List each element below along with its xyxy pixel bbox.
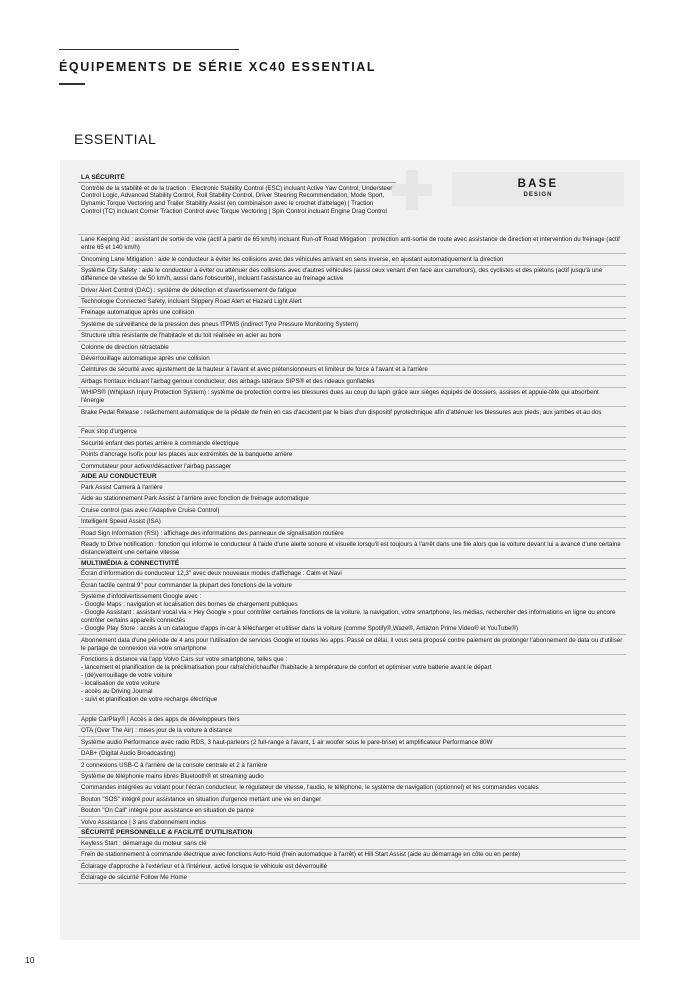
category-header-personnelle: SÉCURITÉ PERSONNELLE & FACILITÉ D'UTILISATION bbox=[78, 828, 626, 838]
list-item: Système audio Performance avec radio RDS, 3 haut-parleurs (2 full-range à l'avant, 1 air woofer sous le pare-brise) et amplificateur Performance 80W bbox=[78, 737, 626, 748]
list-item: Écran d'information du conducteur 12,3" avec deux nouveaux modes d'affichage : Calm et Navi bbox=[78, 569, 626, 580]
list-item: Colonne de direction rétractable bbox=[78, 342, 626, 353]
list-item: Airbags frontaux incluant l'airbag genoux conducteur, des airbags latéraux SIPS® et des rideaux gonflables bbox=[78, 376, 626, 387]
list-item: Éclairage de sécurité Follow Me Home bbox=[78, 873, 626, 884]
list-item: Feux stop d'urgence bbox=[78, 427, 626, 438]
section-title: ESSENTIAL bbox=[74, 131, 157, 147]
category-header-multimedia: MULTIMÉDIA & CONNECTIVITÉ bbox=[78, 559, 626, 569]
equipment-list bbox=[78, 173, 626, 884]
list-item: Éclairage d'approche à l'extérieur et à l'intérieur, activé lorsque le véhicule est déverrouillé bbox=[78, 861, 626, 872]
base-subtitle: DESIGN bbox=[523, 192, 553, 198]
list-item: Écran tactile central 9" pour commander la plupart des fonctions de la voiture bbox=[78, 580, 626, 591]
list-item: Lane Keeping Aid : assistant de sortie de voie (actif à partir de 65 km/h) incluant Run-off Road Mitigation : protection anti-sortie de route avec assistance de direction et intervention du freinage (actif entre 65 et 140 km/h) bbox=[78, 235, 626, 255]
base-title: BASE bbox=[517, 178, 559, 190]
list-item: Bouton "On Call" intégré pour assistance en situation de panne bbox=[78, 806, 626, 817]
list-item: Intelligent Speed Assist (ISA) bbox=[78, 517, 626, 528]
category-header-aide: AIDE AU CONDUCTEUR bbox=[78, 472, 626, 482]
list-item: Structure ultra résistante de l'habitacle et du toit réalisée en acier au bore bbox=[78, 331, 626, 342]
list-item: Oncoming Lane Mitigation : aide le conducteur à éviter les collisions avec des véhicules arrivant en sens inverse, en ajustant automatiquement la direction bbox=[78, 254, 626, 265]
page-number: 10 bbox=[25, 955, 35, 965]
list-item: Brake Pedal Release : relâchement automatique de la pédale de frein en cas d'accident par le biais d'un dispositif pyrotechnique afin d'atténuer les blessures aux pieds, aux jambes et au dos bbox=[78, 407, 626, 427]
list-item: Ceintures de sécurité avec ajustement de la hauteur à l'avant et avec prétensionneurs et limiteur de force à l'avant et à l'arrière bbox=[78, 365, 626, 376]
list-item: Apple CarPlay® | Accès à des apps de développeurs tiers bbox=[78, 715, 626, 726]
list-item: Points d'ancrage Isofix pour les places aux extrémités de la banquette arrière bbox=[78, 450, 626, 461]
list-item: Freinage automatique après une collision bbox=[78, 308, 626, 319]
first-block bbox=[78, 173, 396, 235]
list-item: Volvo Assistance | 3 ans d'abonnement inclus bbox=[78, 817, 626, 828]
list-item: DAB+ (Digital Audio Broadcasting) bbox=[78, 749, 626, 760]
top-rule bbox=[59, 49, 239, 50]
page-title: ÉQUIPEMENTS DE SÉRIE XC40 ESSENTIAL bbox=[59, 60, 377, 74]
list-item: Commandes intégrées au volant pour l'écran conducteur, le régulateur de vitesse, l'audio, le téléphone, le système de navigation (optionnel) et les commandes vocales bbox=[78, 783, 626, 794]
list-item: Abonnement data d'une période de 4 ans pour l'utilisation de services Google et toutes les apps. Passé ce délai, il vous sera proposé contre paiement de prolonger l'abonnement de data ou d'utiliser le partage de connexion via votre smartphone bbox=[78, 635, 626, 655]
list-item: Keyless Start : démarrage du moteur sans clé bbox=[78, 838, 626, 849]
list-item: WHIPS® (Whiplash Injury Protection System) : système de protection contre les blessures dues au coup du lapin grâce aux sièges équipés de dossiers, assises et appuie-tête qui absorbent l'énergie bbox=[78, 388, 626, 408]
list-item: Système d'infodivertissement Google avec : - Google Maps : navigation et localisation des bornes de chargement publiques - Google Assistant : assistant vocal via « Hey Google » pour contrôler certaines fonctions de la voiture, la navigation, votre smartphone, les médias, rechercher des informations en ligne ou encore contrôler certains appareils connectés - Google Play Store : accès à un catalogue d'apps in-car à télécharger et utiliser dans la voiture (comme Spotify®,Waze®, Amazon Prime Video® et YouTube®) bbox=[78, 592, 626, 636]
list-item: Système de téléphonie mains libres Bluetooth® et streaming audio bbox=[78, 772, 626, 783]
list-item: Ready to Drive notification : fonction qui informe le conducteur à l'aide d'une alerte sonore et visuelle lorsqu'il est toujours à l'arrêt dans une file alors que la voiture devant lui a avancé d'une certaine distance/atteint une certaine vitesse bbox=[78, 539, 626, 559]
list-item: Aide au stationnement Park Assist à l'arrière avec fonction de freinage automatique bbox=[78, 494, 626, 505]
list-item: Système de surveillance de la pression des pneus ITPMS (indirect Tyre Pressure Monitoring System) bbox=[78, 319, 626, 330]
title-rule bbox=[59, 83, 85, 85]
list-item: Bouton "SOS" intégré pour assistance en situation d'urgence mettant une vie en danger bbox=[78, 794, 626, 805]
list-item: Cruise control (pas avec l'Adaptive Cruise Control) bbox=[78, 505, 626, 516]
list-item: Contrôle de la stabilité et de la traction : Electronic Stability Control (ESC) incluant Active Yaw Control, Understeer Control Logic, Advanced Stability Control, Roll Stability Control, Driver Steering Recommendation, Mode Sport, Dynamic Torque Vectoring and Trailer Stability Assist (en combinaison avec le crochet d'attelage) | Traction Control (TC) incluant Corner Traction Control avec Torque Vectoring | Spin Control incluant Engine Drag Control bbox=[78, 183, 396, 235]
list-item: Fonctions à distance via l'app Volvo Cars sur votre smartphone, telles que : - lancement et planification de la préclimatisation pour rafraîchir/chauffer l'habitacle à température de confort et optimiser votre batterie avant le départ - (dé)verrouillage de votre voiture - localisation de votre voiture - accès au Driving Journal - suivi et planification de votre recharge électrique bbox=[78, 655, 626, 715]
list-item: Road Sign Information (RSI) : affichage des informations des panneaux de signalisation routière bbox=[78, 528, 626, 539]
list-item: Park Assist Camera à l'arrière bbox=[78, 482, 626, 493]
list-item: Technologie Connected Safety, incluant Slippery Road Alert et Hazard Light Alert bbox=[78, 297, 626, 308]
category-header-securite: LA SÉCURITÉ bbox=[78, 173, 396, 183]
list-item: 2 connexions USB-C à l'arrière de la console centrale et 2 à l'arrière bbox=[78, 760, 626, 771]
list-item: OTA (Over The Air) : mises jour de la voiture à distance bbox=[78, 726, 626, 737]
list-item: Frein de stationnement à commande électrique avec fonctions Auto Hold (frein automatique à l'arrêt) et Hill Start Assist (aide au démarrage en côte ou en pente) bbox=[78, 850, 626, 861]
list-item: Sécurité enfant des portes arrière à commande électrique bbox=[78, 438, 626, 449]
list-item: Commutateur pour activer/désactiver l'airbag passager bbox=[78, 461, 626, 472]
list-item: Système City Safety : aide le conducteur à éviter ou atténuer des collisions avec d'autres véhicules (aussi ceux venant d'en face aux carrefours), des cyclistes et des piétons (actif jusqu'à une différence de vitesse de 50 km/h, aussi dans l'obscurité), incluant l'assistance au freinage active bbox=[78, 266, 626, 286]
list-item: Déverrouillage automatique après une collision bbox=[78, 354, 626, 365]
list-item: Driver Alert Control (DAC) : système de détection et d'avertissement de fatigue bbox=[78, 285, 626, 296]
